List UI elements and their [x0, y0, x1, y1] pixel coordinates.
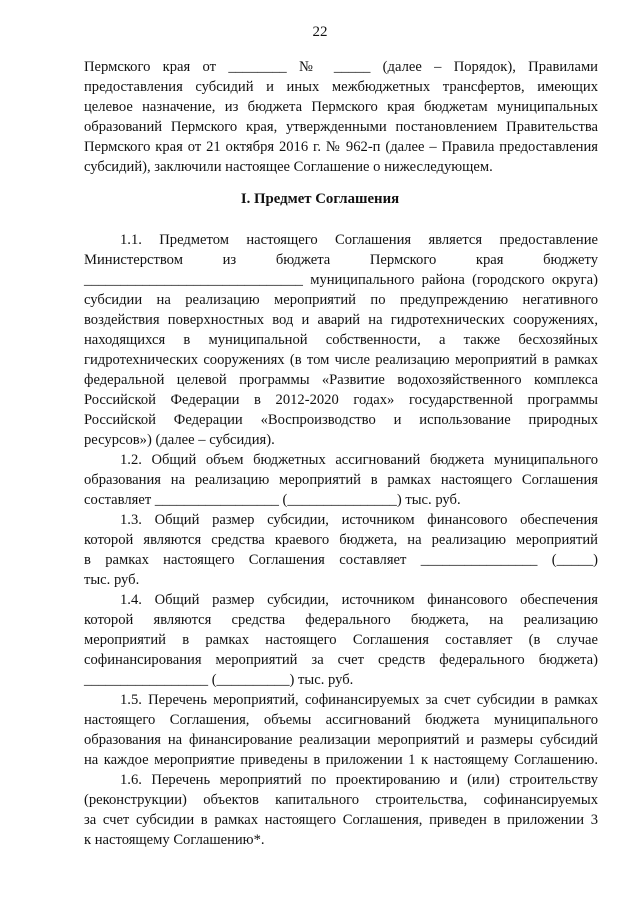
text-line: федеральной целевой программы «Развитие водохозяйственного комплекса	[84, 372, 598, 388]
text-line: субсидий), заключили настоящее Соглашение о нижеследующем.	[84, 159, 493, 175]
page-number: 22	[312, 24, 328, 40]
paragraph-1-3-line: 1.3. Общий размер субсидии, источником финансового обеспечения	[120, 512, 598, 528]
text-line: тыс. руб.	[84, 572, 140, 588]
text-line: в рамках настоящего Соглашения составляет ________________ (_____)	[84, 552, 598, 568]
paragraph-1-1-line: 1.1. Предметом настоящего Соглашения является предоставление	[120, 232, 598, 248]
text-line: гидротехнических сооружениях (в том числе реализацию мероприятий в рамках	[84, 352, 598, 368]
text-line: Российской Федерации в 2012-2020 годах» государственной программы	[84, 392, 598, 408]
text-line: образований Пермского края, утвержденными постановлением Правительства	[84, 119, 598, 135]
text-line: _________________ (__________) тыс. руб.	[84, 672, 354, 688]
paragraph-1-2-line: 1.2. Общий объем бюджетных ассигнований бюджета муниципального	[120, 452, 598, 468]
text-line: Российской Федерации «Воспроизводство и использование природных	[84, 412, 598, 428]
text-line: составляет _________________ (_______________) тыс. руб.	[84, 492, 461, 508]
text-line: ресурсов») (далее – субсидия).	[84, 432, 275, 448]
text-line: настоящего Соглашения, объемы ассигнований бюджета муниципального	[84, 712, 598, 728]
text-line: на каждое мероприятие приведены в приложении 1 к настоящему Соглашению.	[84, 752, 598, 768]
text-line: образования на реализацию мероприятий в рамках настоящего Соглашения	[84, 472, 598, 488]
section-heading: I. Предмет Соглашения	[240, 191, 400, 207]
text-line: которой являются средства федерального бюджета, на реализацию	[84, 612, 598, 628]
text-line: субсидии на реализацию мероприятий по предупреждению негативного	[84, 292, 598, 308]
text-line: которой являются средства краевого бюджета, на реализацию мероприятий	[84, 532, 598, 548]
text-line: мероприятий в рамках настоящего Соглашения составляет (в случае	[84, 632, 598, 648]
text-line: к настоящему Соглашению*.	[84, 832, 265, 848]
text-line: предоставления субсидий и иных межбюджетных трансфертов, имеющих	[84, 79, 598, 95]
text-line: Пермского края от 21 октября 2016 г. № 962-п (далее – Правила предоставления	[84, 139, 598, 155]
text-line: Министерством из бюджета Пермского края бюджету	[84, 252, 598, 268]
text-line: воздействия поверхностных вод и аварий на гидротехнических сооружениях,	[84, 312, 598, 328]
text-line: (реконструкции) объектов капитального строительства, софинансируемых	[84, 792, 598, 808]
paragraph-1-6-line: 1.6. Перечень мероприятий по проектированию и (или) строительству	[120, 772, 598, 788]
text-line: находящихся в муниципальной собственности, а также бесхозяйных	[84, 332, 598, 348]
text-line: ______________________________ муниципального района (городского округа)	[84, 272, 598, 288]
paragraph-1-4-line: 1.4. Общий размер субсидии, источником финансового обеспечения	[120, 592, 598, 608]
paragraph-1-5-line: 1.5. Перечень мероприятий, софинансируемых за счет субсидии в рамках	[120, 692, 598, 708]
text-line: образования на финансирование реализации мероприятий и размеры субсидий	[84, 732, 598, 748]
text-line: софинансирования мероприятий за счет средств федерального бюджета)	[84, 652, 598, 668]
text-line: целевое назначение, из бюджета Пермского края бюджетам муниципальных	[84, 99, 598, 115]
text-line: Пермского края от ________ № _____ (далее – Порядок), Правилами	[84, 59, 598, 75]
text-line: за счет субсидии в рамках настоящего Соглашения, приведен в приложении 3	[84, 812, 598, 828]
